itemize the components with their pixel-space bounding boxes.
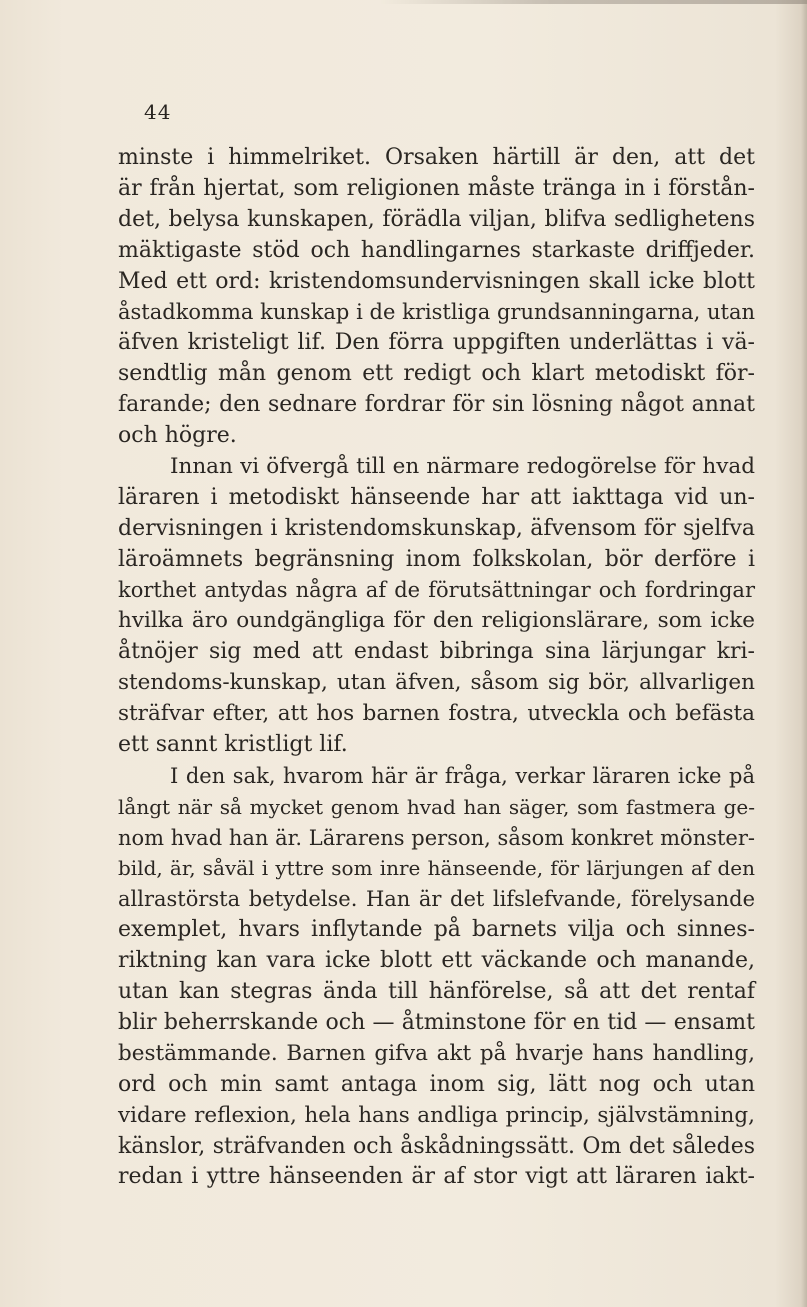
body-text	[118, 143, 755, 1193]
text-line: ett sannt kristligt lif.	[118, 731, 348, 757]
text-line: det, belysa kunskapen, förädla viljan, blifva sedlighetens	[118, 206, 755, 232]
text-line: åstadkomma kunskap i de kristliga grundsanningarna, utan	[118, 300, 755, 325]
text-line: bild, är, såväl i yttre som inre hänseende, för lärjungen af den	[118, 856, 755, 881]
text-line: och högre.	[118, 423, 237, 449]
text-line: nom hvad han är. Lärarens person, såsom konkret mönster-	[118, 825, 755, 850]
text-line: utan kan stegras ända till hänförelse, så att det rentaf	[118, 979, 755, 1005]
text-line: korthet antydas några af de förutsättningar och fordringar	[118, 578, 755, 603]
page-top-shadow	[380, 0, 807, 4]
text-line: blir beherrskande och — åtminstone för en tid — ensamt	[118, 1009, 755, 1035]
text-line: hvilka äro oundgängliga för den religionslärare, som icke	[118, 608, 755, 634]
text-line: redan i yttre hänseenden är af stor vigt att läraren iakt-	[118, 1164, 755, 1190]
text-line: bestämmande. Barnen gifva akt på hvarje hans handling,	[118, 1040, 755, 1066]
text-line: läraren i metodiskt hänseende har att iakttaga vid un-	[118, 484, 755, 510]
page-gutter-shadow	[801, 0, 807, 1307]
text-line: äfven kristeligt lif. Den förra uppgiften underlättas i vä-	[118, 330, 755, 356]
text-line: känslor, sträfvanden och åskådningssätt. Om det således	[118, 1133, 755, 1159]
text-line: Innan vi öfvergå till en närmare redogörelse för hvad	[170, 453, 755, 479]
text-line: läroämnets begränsning inom folkskolan, bör derföre i	[118, 546, 755, 572]
text-line: mäktigaste stöd och handlingarnes starkaste driffjeder.	[118, 237, 755, 263]
text-line: stendoms-kunskap, utan äfven, såsom sig bör, allvarligen	[118, 670, 755, 696]
text-line: sendtlig mån genom ett redigt och klart metodiskt för-	[118, 361, 755, 387]
text-line: farande; den sednare fordrar för sin lösning något annat	[118, 392, 755, 418]
text-line: I den sak, hvarom här är fråga, verkar läraren icke på	[170, 763, 755, 788]
text-line: långt när så mycket genom hvad han säger, som fastmera ge-	[118, 794, 755, 819]
text-line: minste i himmelriket. Orsaken härtill är den, att det	[118, 145, 755, 170]
text-line: allrastörsta betydelse. Han är det lifslefvande, förelysande	[118, 887, 755, 912]
text-line: ord och min samt antaga inom sig, lätt nog och utan	[118, 1071, 755, 1097]
text-line: exemplet, hvars inflytande på barnets vilja och sinnes-	[118, 917, 755, 943]
text-line: är från hjertat, som religionen måste tränga in i förstån-	[118, 175, 755, 201]
text-line: vidare reflexion, hela hans andliga princip, självstämning,	[118, 1102, 755, 1128]
text-line: Med ett ord: kristendomsundervisningen skall icke blott	[118, 268, 755, 294]
text-line: sträfvar efter, att hos barnen fostra, utveckla och befästa	[118, 701, 755, 727]
text-line: riktning kan vara icke blott ett väckande och manande,	[118, 948, 755, 974]
page-number: 44	[144, 100, 172, 124]
text-line: dervisningen i kristendomskunskap, äfvensom för sjelfva	[118, 515, 755, 541]
text-line: åtnöjer sig med att endast bibringa sina lärjungar kri-	[118, 639, 755, 665]
